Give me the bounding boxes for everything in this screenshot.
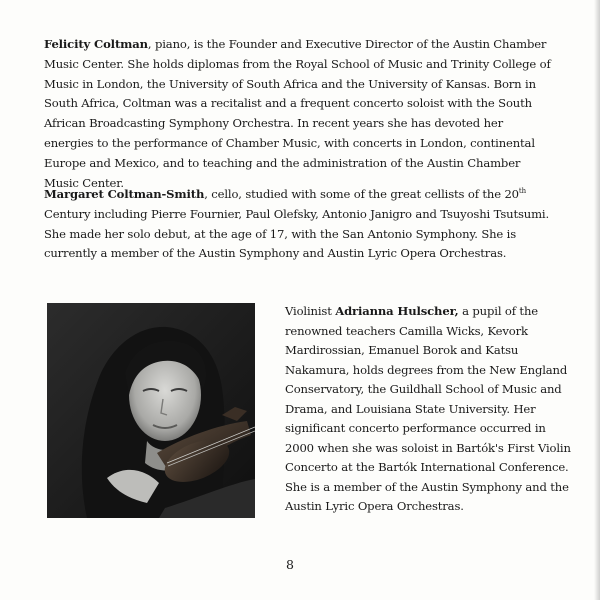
bio-text-margaret-part-2: Century including Pierre Fournier, Paul Olefsky, Antonio Janigro and Tsuyoshi Tsutsumi. She made her solo debut, at the age of 17, with the San Antonio Symphony. She is currently a member of the Austin Symphony and Austin Lyric Opera Orchestras. xyxy=(44,206,550,261)
bio-margaret-coltman-smith xyxy=(44,185,554,264)
bio-name-felicity-coltman: Felicity Coltman xyxy=(44,37,148,51)
bio-name-margaret-coltman-smith: Margaret Coltman-Smith xyxy=(44,187,205,201)
ordinal-suffix: th xyxy=(518,187,526,195)
bio-name-adrianna-hulscher: Adrianna Hulscher, xyxy=(335,304,459,318)
bio-felicity-coltman xyxy=(44,35,554,193)
page-number: 8 xyxy=(286,557,294,572)
bio-text-felicity-coltman: , piano, is the Founder and Executive Director of the Austin Chamber Music Center. She holds diplomas from the Royal School of Music and Trinity College of Music in London, the University of South Africa and the University of Kansas. Born in South Africa, Coltman was a recitalist and a frequent concerto soloist with the South African Broadcasting Symphony Orchestra. In recent years she has devoted her energies to the performance of Chamber Music, with concerts in London, continental Europe and Mexico, and to teaching and the administration of the Austin Chamber Music Center. xyxy=(44,37,551,190)
bio-lead-violinist: Violinist xyxy=(285,304,336,318)
page-edge-shadow xyxy=(594,0,600,600)
bio-adrianna-hulscher xyxy=(285,302,575,517)
bio-text-adrianna-hulscher: a pupil of the renowned teachers Camilla Wicks, Kevork Mardirossian, Emanuel Borok and Katsu Nakamura, holds degrees from the New England Conservatory, the Guildhall School of Music and Drama, and Louisiana State University. Her significant concerto performance occurred in 2000 when she was soloist in Bartók's First Violin Concerto at the Bartók International Conference. She is a member of the Austin Symphony and the Austin Lyric Opera Orchestras. xyxy=(285,304,571,513)
portrait-illustration xyxy=(47,303,255,518)
bio-text-margaret-part-1: , cello, studied with some of the great cellists of the 20 xyxy=(204,187,519,201)
portrait-photo-adrianna-hulscher xyxy=(47,303,255,518)
